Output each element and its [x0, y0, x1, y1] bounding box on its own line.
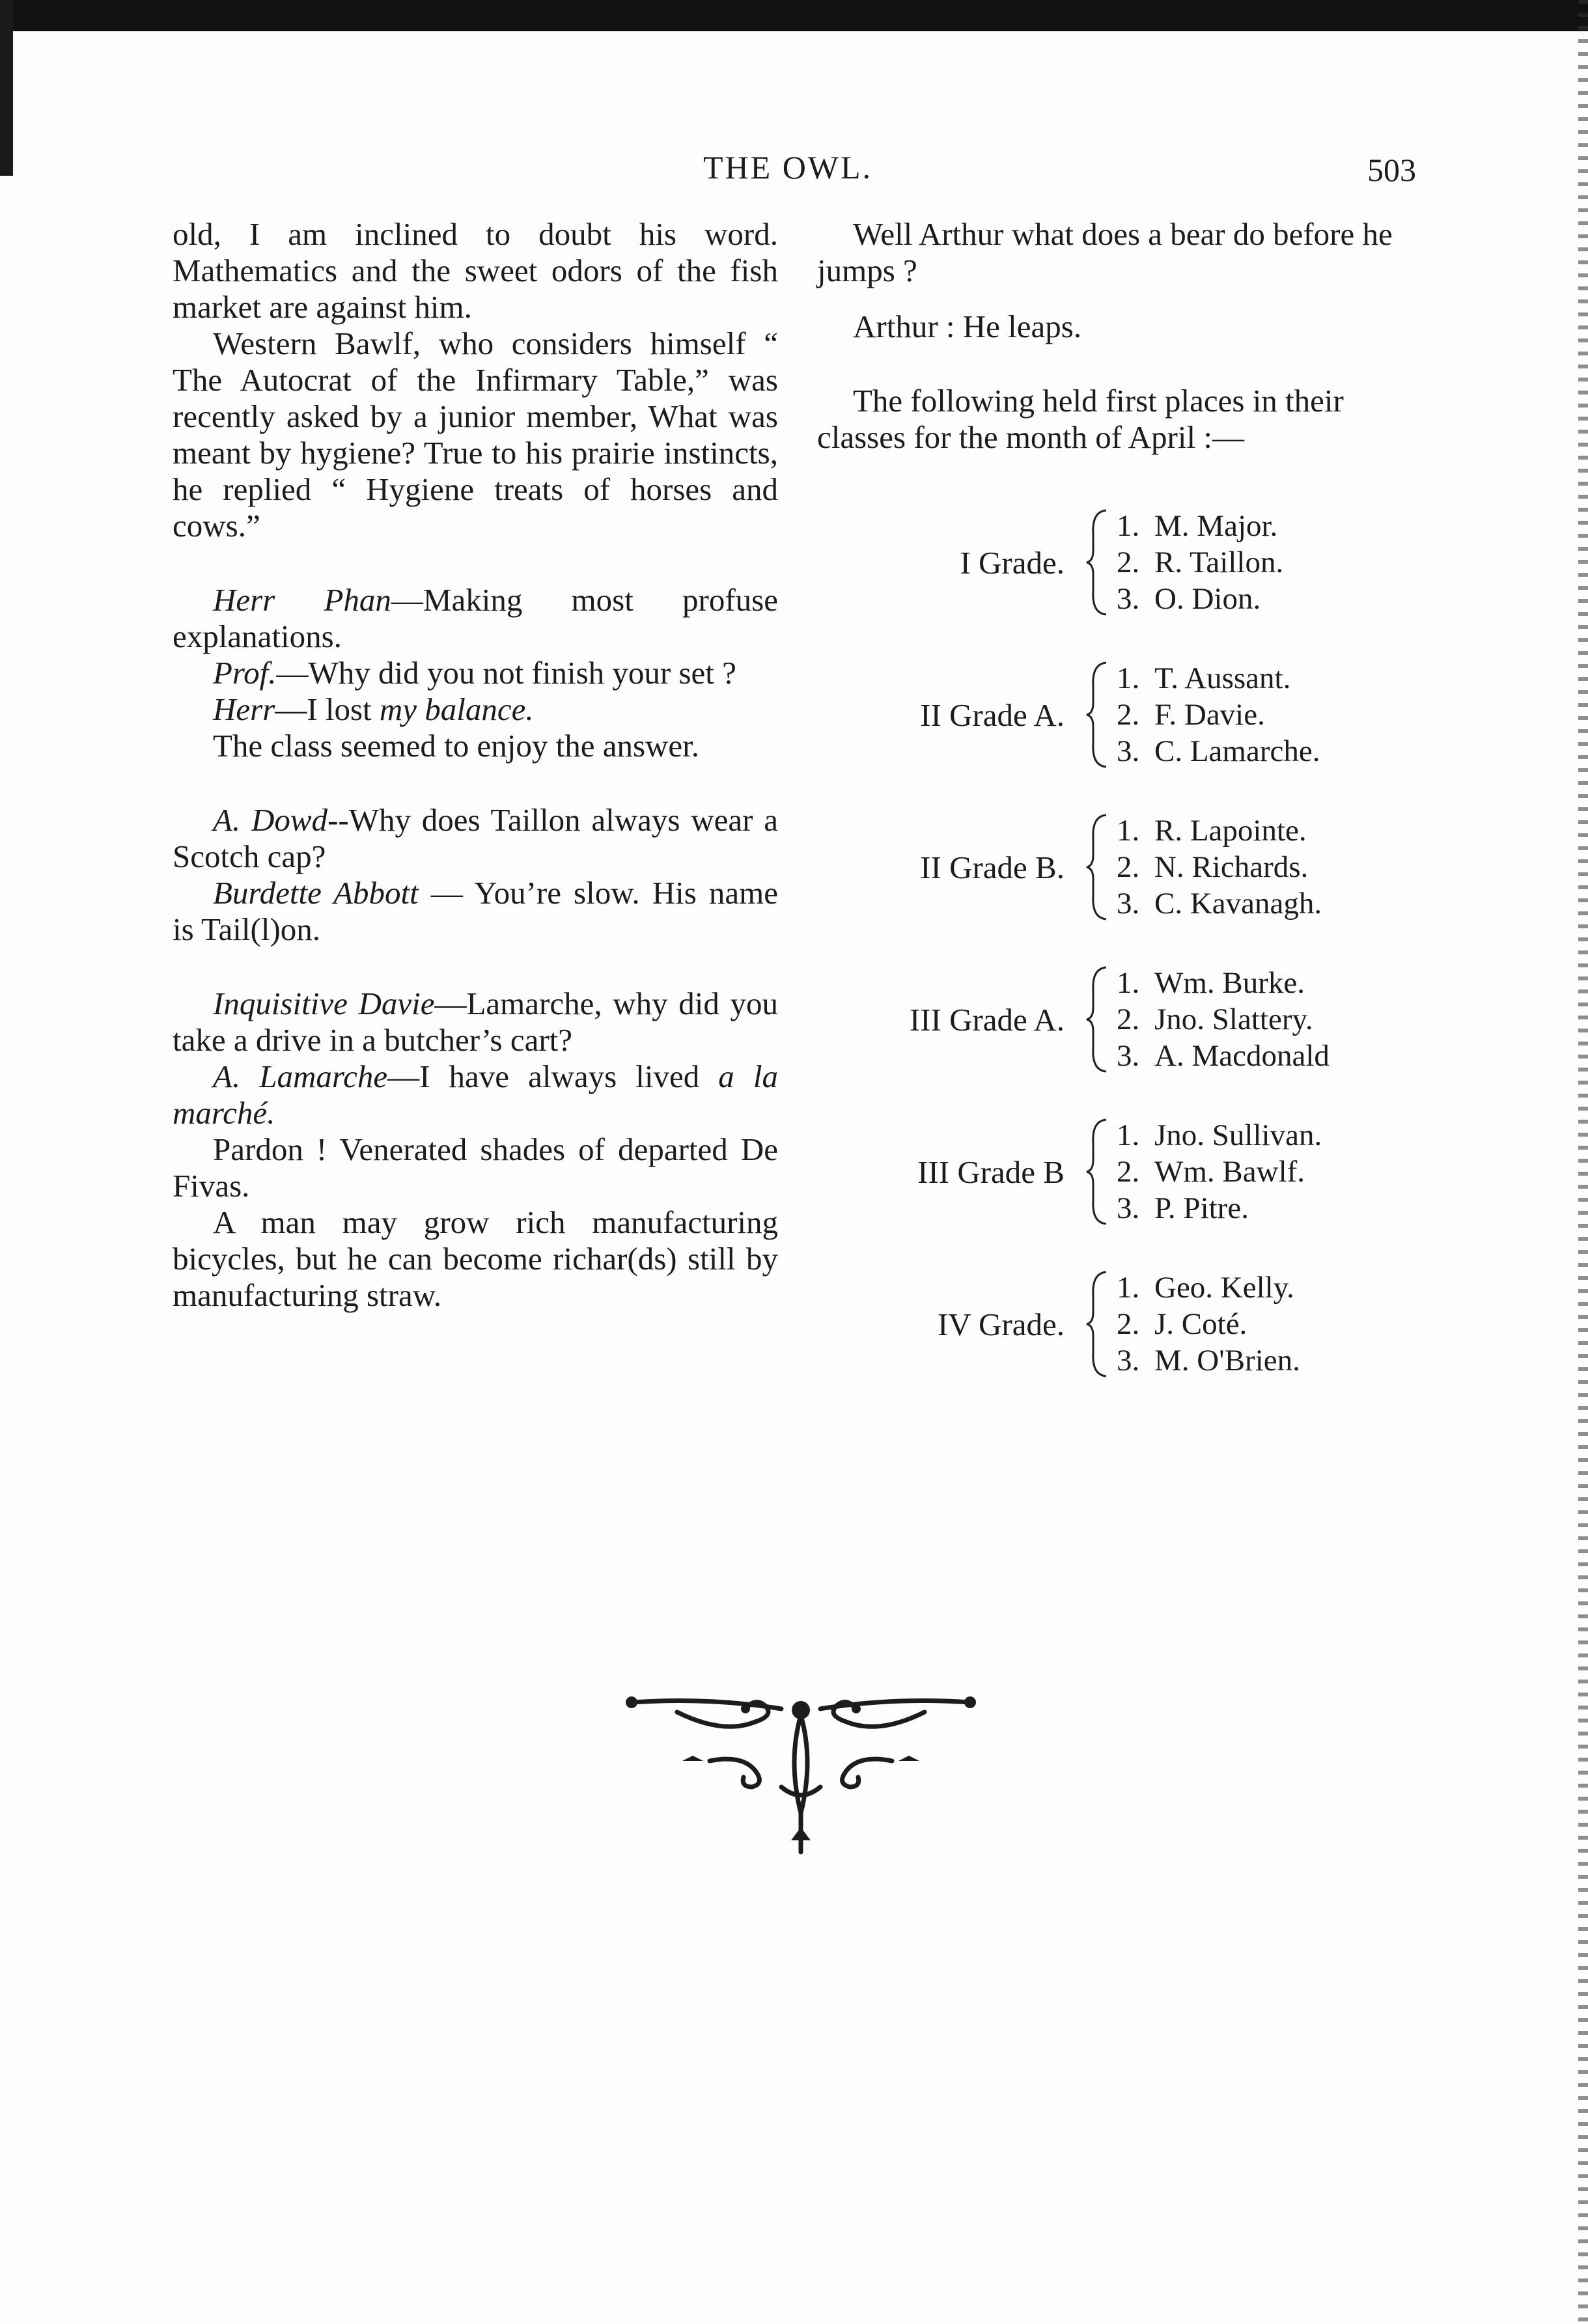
speaker-text: —Lamarche, why did you take a drive in a butcher’s cart?: [173, 986, 779, 1058]
list-item: [1117, 1190, 1322, 1226]
paragraph: old, I am inclined to doubt his word. Mathematics and the sweet odors of the fish market are against him.: [173, 216, 778, 325]
scan-right-edge: [1578, 0, 1588, 2324]
list-number: 2.: [1117, 546, 1140, 579]
list-number: 1.: [1117, 509, 1140, 543]
grade-label: II Grade A.: [920, 697, 1065, 733]
list-item: [1117, 581, 1283, 617]
brace-icon: [1084, 812, 1110, 922]
grade-names: [1117, 965, 1330, 1074]
student-name: F. Davie.: [1154, 698, 1265, 732]
student-name: P. Pitre.: [1154, 1191, 1249, 1225]
paragraph: [173, 875, 778, 948]
speaker-name: Prof.: [213, 655, 277, 691]
page-title: THE OWL.: [703, 149, 873, 186]
paragraph: Well Arthur what does a bear do before he jumps ?: [817, 216, 1393, 288]
scan-left-edge: [0, 0, 13, 176]
speaker-text: — You’re slow. His name is Tail(l)on.: [173, 875, 778, 947]
list-item: [1117, 660, 1320, 697]
list-item: [1117, 544, 1283, 581]
grade-label: IV Grade.: [937, 1307, 1065, 1342]
student-name: C. Kavanagh.: [1154, 887, 1322, 920]
list-number: 1.: [1117, 966, 1140, 1000]
paragraph: [173, 582, 778, 655]
student-name: Jno. Sullivan.: [1154, 1118, 1322, 1152]
brace-icon: [1084, 1269, 1110, 1379]
speaker-text: —Making most profuse explanations.: [173, 582, 778, 654]
list-item: [1117, 1269, 1300, 1306]
emphasis: a la marché.: [173, 1058, 778, 1131]
ornament-icon: [625, 1689, 977, 1859]
list-item: [1117, 1001, 1330, 1038]
grade-block: [817, 812, 1423, 922]
list-number: 3.: [1117, 582, 1140, 616]
grade-names: [1117, 660, 1320, 769]
list-number: 1.: [1117, 1271, 1140, 1305]
list-item: [1117, 508, 1283, 544]
page-number: 503: [1367, 152, 1416, 188]
list-number: 2.: [1117, 1003, 1140, 1036]
list-item: [1117, 965, 1330, 1001]
student-name: A. Macdonald: [1154, 1039, 1330, 1073]
grade-names: [1117, 1117, 1322, 1226]
speaker-name: Herr: [213, 691, 275, 727]
list-item: [1117, 1038, 1330, 1074]
list-item: [1117, 697, 1320, 733]
list-item: [1117, 733, 1320, 769]
grade-names: [1117, 1269, 1300, 1379]
student-name: J. Coté.: [1154, 1307, 1247, 1341]
list-number: 3.: [1117, 1191, 1140, 1225]
student-name: R. Taillon.: [1154, 546, 1284, 579]
paragraph: Western Bawlf, who considers himself “ The Autocrat of the Infirmary Table,” was recently asked by a junior member, What was meant by hygiene? True to his prairie instincts, he replied “ Hygiene treats of horses and cows.”: [173, 325, 778, 544]
list-item: [1117, 1342, 1300, 1379]
speaker-name: Burdette Abbott: [213, 875, 419, 911]
list-number: 3.: [1117, 1039, 1140, 1073]
grade-block: [817, 1117, 1423, 1226]
emphasis: my balance.: [379, 691, 534, 727]
list-item: [1117, 1154, 1322, 1190]
grade-block: [817, 1269, 1423, 1379]
grade-label: I Grade.: [960, 545, 1065, 581]
list-number: 1.: [1117, 814, 1140, 848]
speaker-name: Inquisitive Davie: [213, 986, 435, 1021]
student-name: Wm. Bawlf.: [1154, 1155, 1305, 1189]
student-name: N. Richards.: [1154, 850, 1309, 884]
paragraph: The class seemed to enjoy the answer.: [213, 728, 700, 764]
list-item: [1117, 885, 1322, 922]
paragraph: [173, 655, 778, 691]
grade-block: [817, 660, 1423, 769]
brace-icon: [1084, 1117, 1110, 1226]
speaker-text: —I lost: [275, 691, 380, 727]
brace-icon: [1084, 965, 1110, 1074]
paragraph: The following held first places in their classes for the month of April :—: [817, 383, 1344, 455]
student-name: C. Lamarche.: [1154, 734, 1320, 768]
grade-label: III Grade A.: [909, 1002, 1065, 1038]
speaker-name: A. Lamarche: [213, 1058, 388, 1094]
grade-block: [817, 965, 1423, 1074]
paragraph: [173, 1058, 778, 1131]
list-item: [1117, 812, 1322, 849]
speaker-name: A. Dowd: [213, 802, 328, 838]
grade-block: [817, 508, 1423, 617]
brace-icon: [1084, 660, 1110, 769]
list-number: 1.: [1117, 1118, 1140, 1152]
scan-top-border: [0, 0, 1588, 31]
student-name: Jno. Slattery.: [1154, 1003, 1313, 1036]
list-item: [1117, 1117, 1322, 1154]
list-item: [1117, 849, 1322, 885]
list-number: 3.: [1117, 1344, 1140, 1377]
student-name: Geo. Kelly.: [1154, 1271, 1294, 1305]
student-name: Wm. Burke.: [1154, 966, 1305, 1000]
speaker-text: —I have always lived: [387, 1058, 719, 1094]
grade-names: [1117, 508, 1283, 617]
student-name: O. Dion.: [1154, 582, 1261, 616]
speaker-name: Herr Phan: [213, 582, 391, 618]
grade-list: [817, 508, 1423, 1422]
paragraph: [173, 691, 778, 728]
speaker-text: —Why did you not finish your set ?: [276, 655, 736, 691]
student-name: T. Aussant.: [1154, 661, 1291, 695]
paragraph: A man may grow rich manufacturing bicycles, but he can become richar(ds) still by manufacturing straw.: [173, 1204, 778, 1313]
paragraph: [173, 802, 778, 875]
paragraph: Arthur : He leaps.: [853, 309, 1082, 344]
list-number: 2.: [1117, 698, 1140, 732]
left-column: [173, 216, 778, 1314]
student-name: M. Major.: [1154, 509, 1278, 543]
grade-names: [1117, 812, 1322, 922]
list-item: [1117, 1306, 1300, 1342]
list-number: 2.: [1117, 1155, 1140, 1189]
right-column: [817, 216, 1423, 456]
student-name: M. O'Brien.: [1154, 1344, 1300, 1377]
list-number: 3.: [1117, 734, 1140, 768]
paragraph: Pardon ! Venerated shades of departed De Fivas.: [173, 1131, 778, 1204]
list-number: 1.: [1117, 661, 1140, 695]
list-number: 2.: [1117, 1307, 1140, 1341]
student-name: R. Lapointe.: [1154, 814, 1307, 848]
brace-icon: [1084, 508, 1110, 617]
list-number: 3.: [1117, 887, 1140, 920]
grade-label: II Grade B.: [920, 850, 1065, 885]
list-number: 2.: [1117, 850, 1140, 884]
paragraph: [173, 986, 778, 1058]
speaker-text: --Why does Taillon always wear a Scotch cap?: [173, 802, 779, 874]
grade-label: III Grade B: [917, 1154, 1065, 1190]
